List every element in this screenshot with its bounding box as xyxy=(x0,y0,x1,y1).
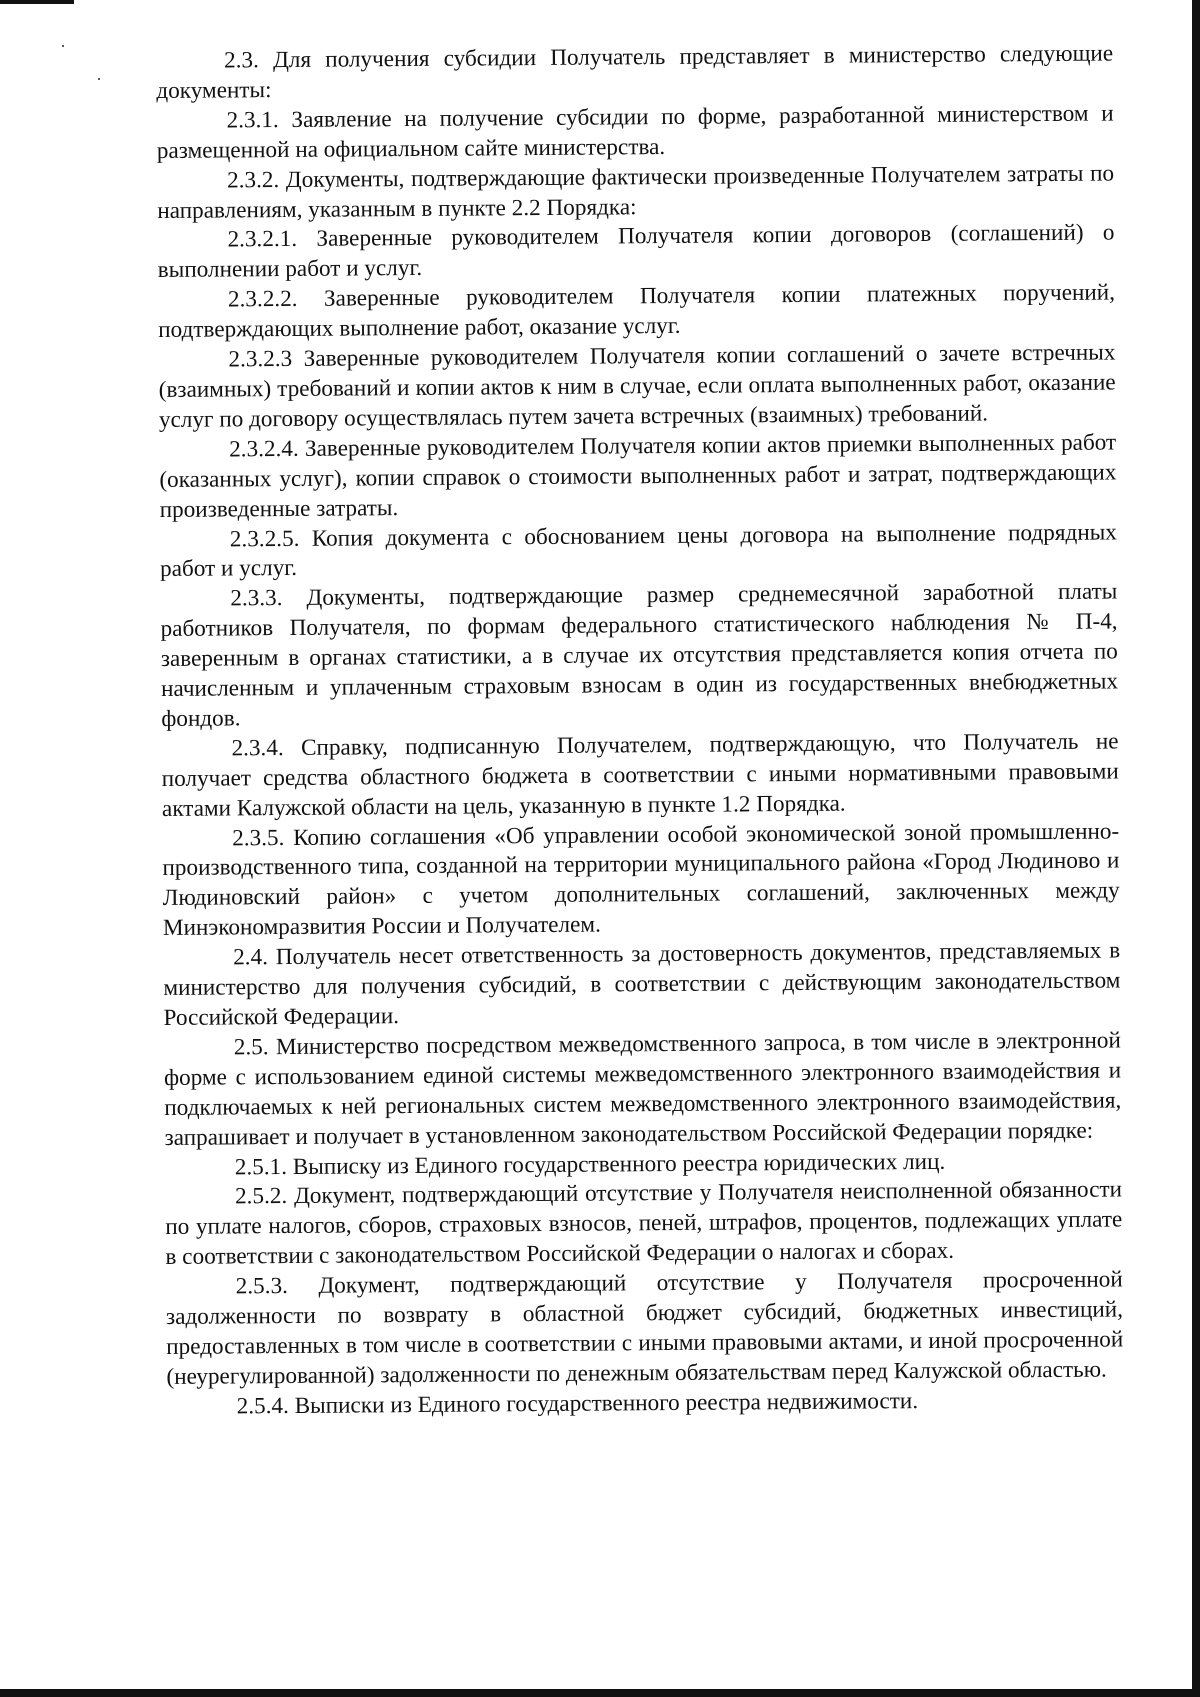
paragraph-2-5-1: 2.5.1. Выписку из Единого государственного реестра юридических лиц. xyxy=(234,1148,946,1180)
paragraph-2-3-2-4: 2.3.2.4. Заверенные руководителем Получателя копии актов приемки выполненных работ (оказанных услуг), копии справок о стоимости выполненных работ и затрат, подтверждающих произведенные затраты. xyxy=(159,429,1117,523)
paragraph-2-3-2-1: 2.3.2.1. Заверенные руководителем Получателя копии договоров (соглашений) о выполнении работ и услуг. xyxy=(157,219,1115,284)
scan-speck xyxy=(62,45,64,47)
paragraph-2-3: 2.3. Для получения субсидии Получатель представляет в министерство следующие документы: xyxy=(156,40,1114,104)
paragraph-2-3-4: 2.3.4. Справку, подписанную Получателем, подтверждающую, что Получатель не получает средства областного бюджета в соответствии с иными нормативными правовыми актами Калужской области на цель, указанную в пункте 1.2 Порядка. xyxy=(161,728,1119,822)
paragraph-2-5: 2.5. Министерство посредством межведомственного запроса, в том числе в электронной форме с использованием единой системы межведомственного электронного взаимодействия и подключаемых к ней региональных систем межведомственного электронного взаимодействия, запрашивает и получает в установленном законодательством Российской Федерации порядке: xyxy=(163,1027,1122,1151)
document-body xyxy=(156,39,1124,1422)
scan-edge-bottom xyxy=(0,1689,1200,1697)
paragraph-2-5-3: 2.5.3. Документ, подтверждающий отсутствие у Получателя просроченной задолженности по возврату в областной бюджет субсидий, бюджетных инвестиций, предоставленных в том числе в соответствии с иными правовыми актами, и иной просроченной (неурегулированной) задолженности по денежным обязательствам перед Калужской областью. xyxy=(165,1266,1124,1390)
paragraph-2-3-1: 2.3.1. Заявление на получение субсидии по форме, разработанной министерством и размещенной на официальном сайте министерства. xyxy=(156,100,1114,164)
scan-edge-top-mark xyxy=(0,0,74,4)
paragraph-2-5-4: 2.5.4. Выписки из Единого государственного реестра недвижимости. xyxy=(236,1387,919,1420)
scan-speck xyxy=(98,78,100,80)
paragraph-2-3-5: 2.3.5. Копию соглашения «Об управлении особой экономической зоной промышленно-производственного типа, созданной на территории муниципального района «Город Людиново и Людиновский район» с учетом дополнительных соглашений, заключенных между Минэкономразвития России и Получателем. xyxy=(162,818,1120,942)
paragraph-2-3-2-5: 2.3.2.5. Копия документа с обоснованием цены договора на выполнение подрядных работ и услуг. xyxy=(160,518,1117,583)
paragraph-2-4: 2.4. Получатель несет ответственность за достоверность документов, представляемых в министерство для получения субсидий, в соответствии с действующим законодательством Российской Федерации. xyxy=(163,937,1121,1031)
scan-edge-right xyxy=(1192,0,1200,1697)
paragraph-2-3-2-2: 2.3.2.2. Заверенные руководителем Получателя копии платежных поручений, подтверждающих выполнение работ, оказание услуг. xyxy=(158,279,1116,344)
paragraph-2-3-2: 2.3.2. Документы, подтверждающие фактически произведенные Получателем затраты по направлениям, указанным в пункте 2.2 Порядка: xyxy=(157,160,1115,224)
paragraph-2-5-2: 2.5.2. Документ, подтверждающий отсутствие у Получателя неисполненной обязанности по уплате налогов, сборов, страховых взносов, пеней, штрафов, процентов, подлежащих уплате в соответствии с законодательством Российской Федерации о налогах и сборах. xyxy=(165,1176,1123,1271)
paragraph-2-3-3: 2.3.3. Документы, подтверждающие размер среднемесячной заработной платы работников Получателя, по формам федерального статистического наблюдения № П-4, заверенным в органах статистики, а в случае их отсутствия представляется копия отчета по начисленным и уплаченным страховым взносам в один из государственных внебюджетных фондов. xyxy=(160,578,1119,732)
paragraph-2-3-2-3: 2.3.2.3 Заверенные руководителем Получателя копии соглашений о зачете встречных (взаимных) требований и копии актов к ним в случае, если оплата выполненных работ, оказание услуг по договору осуществлялась путем зачета встречных (взаимных) требований. xyxy=(158,339,1116,433)
